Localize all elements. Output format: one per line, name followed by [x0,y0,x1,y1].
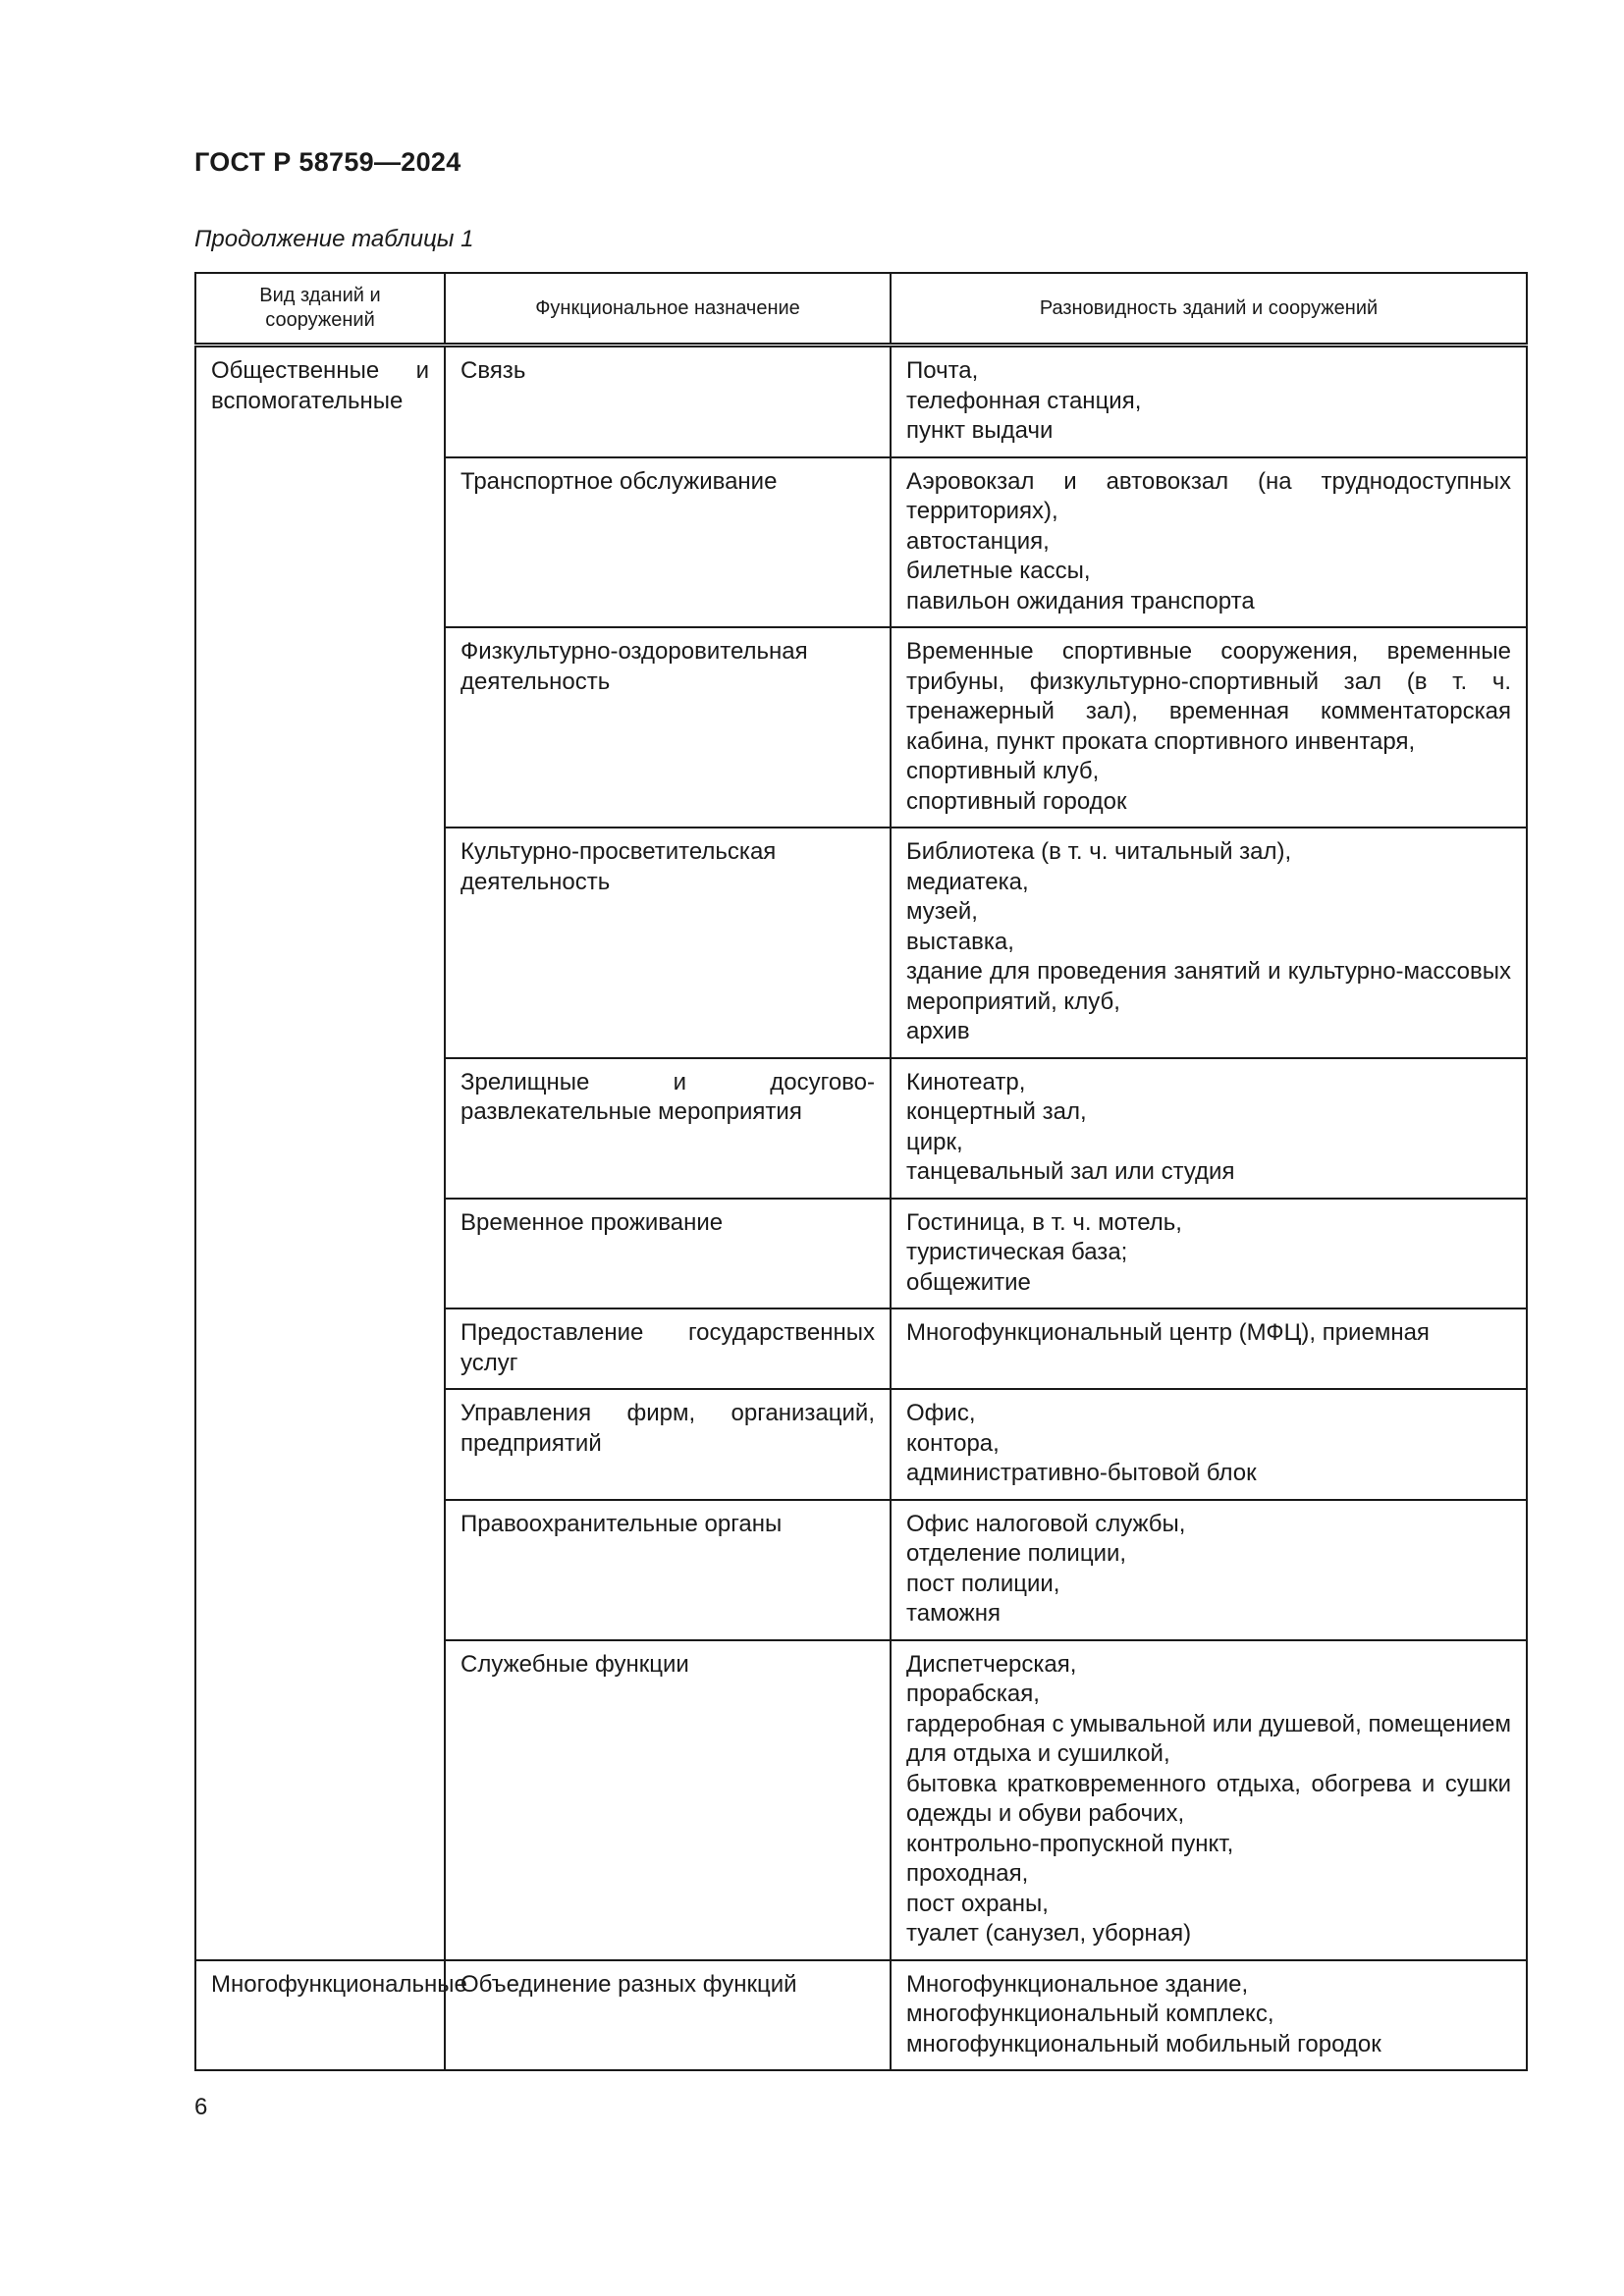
types-cell: Библиотека (в т. ч. читальный зал), медиатека, музей, выставка, здание для проведения занятий и культурно-массовых мероприятий, клуб, архив [891,828,1527,1058]
function-cell: Объединение разных функций [445,1960,891,2071]
types-cell: Многофункциональное здание, многофункциональный комплекс, многофункциональный мобильный городок [891,1960,1527,2071]
types-cell: Офис налоговой службы, отделение полиции, пост полиции, таможня [891,1500,1527,1640]
function-cell: Управления фирм, организаций, предприятий [445,1389,891,1500]
table-header-row [195,273,1527,346]
types-cell: Диспетчерская, прорабская, гардеробная с умывальной или душевой, помещением для отдыха и сушилкой, бытовка кратковременного отдыха, обогрева и сушки одежды и обуви рабочих, контрольно-пропускной пункт, проходная, пост охраны, туалет (санузел, уборная) [891,1640,1527,1960]
page-number: 6 [194,2094,208,2120]
function-cell: Культурно-просветительская деятельность [445,828,891,1058]
function-cell: Правоохранительные органы [445,1500,891,1640]
column-header-building-kind: Вид зданий и сооружений [195,273,445,346]
types-cell: Аэровокзал и автовокзал (на труднодоступных территориях), автостанция, билетные кассы, павильон ожидания транспорта [891,457,1527,628]
standard-code: ГОСТ Р 58759—2024 [194,147,461,177]
function-cell: Связь [445,346,891,457]
table-row [195,346,1527,457]
category-cell: Общественные и вспомогательные [195,346,445,1960]
types-cell: Офис, контора, административно-бытовой блок [891,1389,1527,1500]
function-cell: Служебные функции [445,1640,891,1960]
types-cell: Многофункциональный центр (МФЦ), приемная [891,1308,1527,1389]
function-cell: Временное проживание [445,1199,891,1309]
function-cell: Предоставление государственных услуг [445,1308,891,1389]
table-row [195,1960,1527,2071]
building-types-table [194,272,1528,2071]
types-cell: Почта, телефонная станция, пункт выдачи [891,346,1527,457]
category-cell: Многофункциональные [195,1960,445,2071]
types-cell: Временные спортивные сооружения, временные трибуны, физкультурно-спортивный зал (в т. ч. тренажерный зал), временная комментаторская кабина, пункт проката спортивного инвентаря, спортивный клуб, спортивный городок [891,627,1527,828]
types-cell: Гостиница, в т. ч. мотель, туристическая база; общежитие [891,1199,1527,1309]
types-cell: Кинотеатр, концертный зал, цирк, танцевальный зал или студия [891,1058,1527,1199]
function-cell: Зрелищные и досугово-развлекательные мероприятия [445,1058,891,1199]
function-cell: Физкультурно-оздоровительная деятельность [445,627,891,828]
function-cell: Транспортное обслуживание [445,457,891,628]
column-header-function: Функциональное назначение [445,273,891,346]
column-header-variety: Разновидность зданий и сооружений [891,273,1527,346]
table-caption: Продолжение таблицы 1 [194,226,474,252]
